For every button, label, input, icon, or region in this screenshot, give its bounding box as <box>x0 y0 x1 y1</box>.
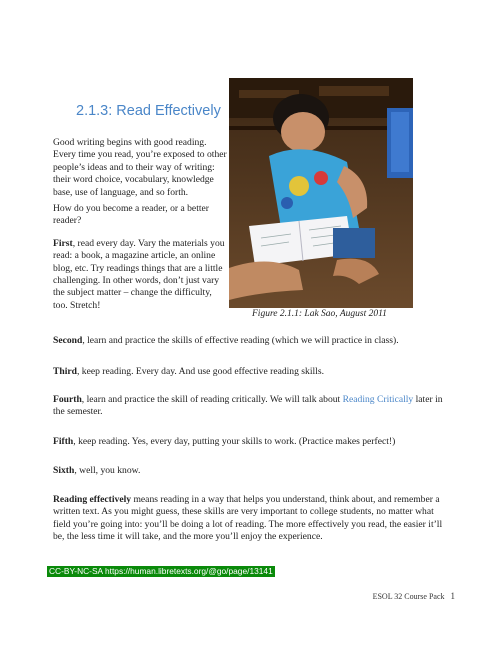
left-column <box>53 103 228 316</box>
fourth-text-before: , learn and practice the skill of reading critically. We will talk about <box>81 394 343 405</box>
figure-caption: Figure 2.1.1: Lak Sao, August 2011 <box>252 309 387 319</box>
second-label: Second <box>53 335 83 346</box>
sixth-label: Sixth <box>53 465 75 476</box>
third-label: Third <box>53 366 77 377</box>
fourth-text-after: later in the semester. <box>53 394 443 418</box>
page-number: 1 <box>450 591 455 601</box>
section-title: 2.1.3: Read Effectively <box>76 103 221 119</box>
third-text: , keep reading. Every day. And use good effective reading skills. <box>77 366 324 377</box>
fourth-label: Fourth <box>53 394 82 405</box>
second-paragraph <box>53 335 453 347</box>
first-text: , read every day. Vary the materials you read: a book, a magazine article, an online blog, etc. Try readings things that are a little challenging. In other words, don’t just vary the subject matter – change the difficulty, too. Stretch! <box>53 237 225 311</box>
closing-paragraph <box>53 494 453 544</box>
sixth-text: , well, you know. <box>74 465 141 476</box>
fifth-paragraph <box>53 436 453 448</box>
intro-paragraph-2: How do you become a reader, or a better reader? <box>53 203 209 227</box>
child-reading-photo <box>229 78 413 308</box>
reading-critically-link[interactable]: Reading Critically <box>342 394 414 405</box>
first-label: First <box>53 237 73 249</box>
license-badge[interactable]: CC-BY-NC-SA https://human.libretexts.org/@go/page/13141 <box>49 566 273 576</box>
intro-paragraph-1: Good writing begins with good reading. Every time you read, you’re exposed to other people’s ideas and to their way of writing: their word choice, vocabulary, knowledge base, use of language, and so forth. <box>53 137 227 198</box>
sixth-paragraph <box>53 465 453 477</box>
fifth-label: Fifth <box>53 436 74 447</box>
fourth-paragraph <box>53 394 453 419</box>
second-text: , learn and practice the skills of effective reading (which we will practice in class). <box>82 335 399 346</box>
figure-photo <box>229 78 413 308</box>
fifth-text: , keep reading. Yes, every day, putting your skills to work. (Practice makes perfect!) <box>73 436 396 447</box>
first-paragraph <box>53 238 228 312</box>
third-paragraph <box>53 366 453 378</box>
footer-course: ESOL 32 Course Pack <box>372 592 445 601</box>
closing-text: means reading in a way that helps you understand, think about, and remember a written text. As you might guess, these skills are very important to college students, no matter what field you’re going into: you’ll be doing a lot of reading. The more effectively you read, the easier it’ll be, the less time it will take, and the more you’ll enjoy the experience. <box>53 494 443 543</box>
closing-label: Reading effectively <box>53 494 132 505</box>
page-footer <box>373 591 455 601</box>
